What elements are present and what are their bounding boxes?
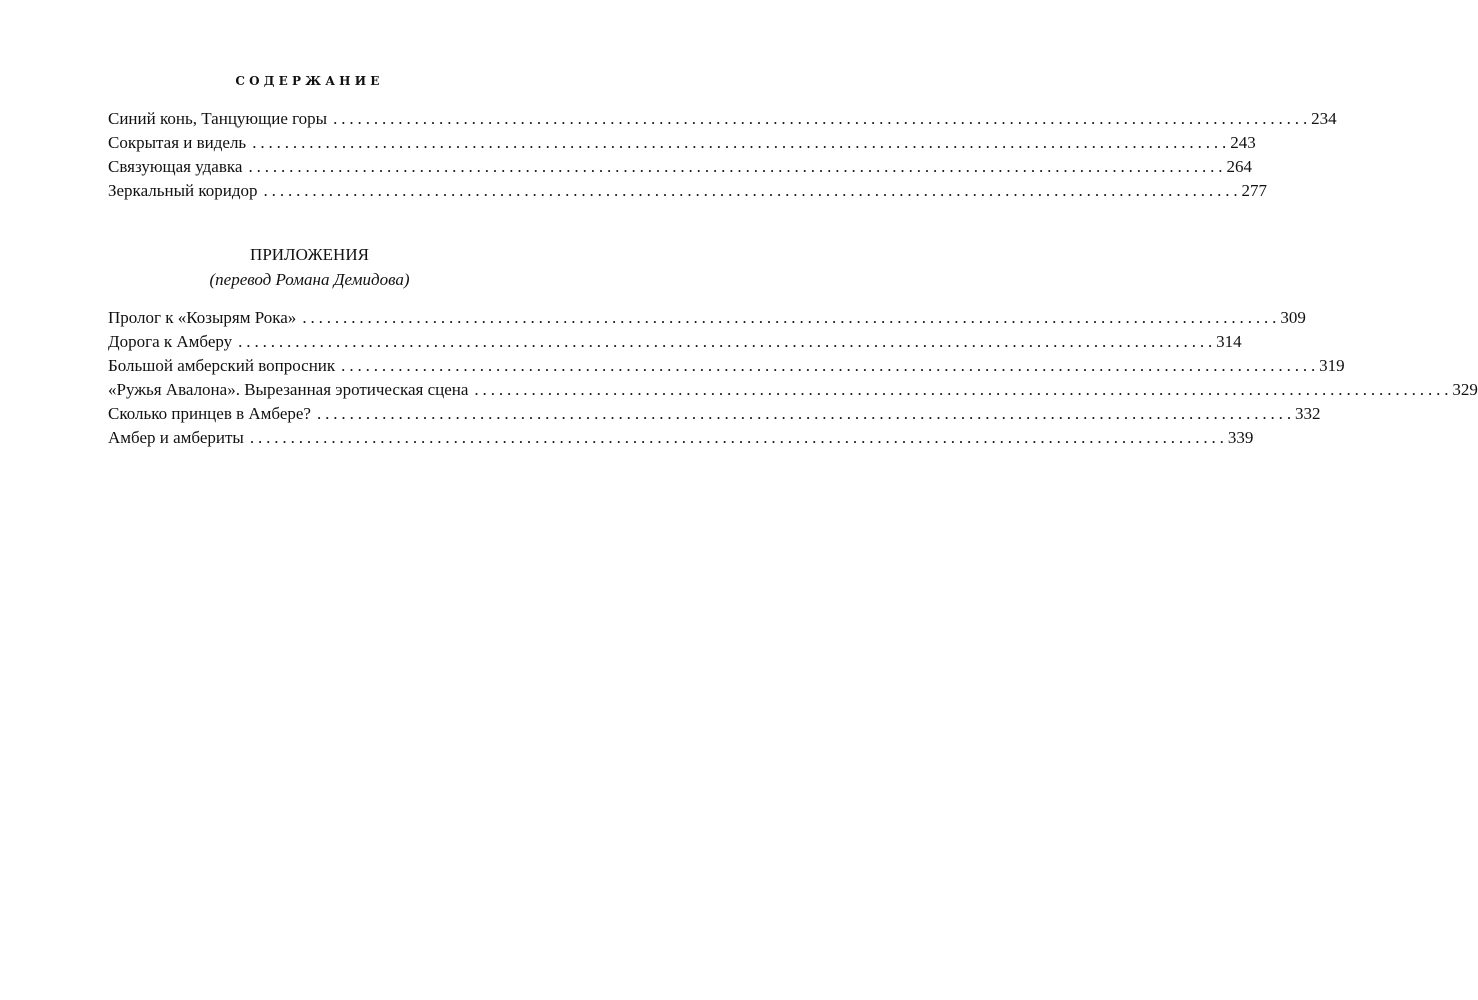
toc-entry-title: Амбер и амбериты	[108, 428, 244, 447]
toc-entry-page: 314	[1216, 332, 1242, 351]
toc-entry	[108, 426, 1254, 450]
toc-entry-page: 264	[1226, 157, 1252, 176]
toc-entry-page: 332	[1294, 404, 1321, 423]
toc-leader-dots: ........................................................................................................................	[333, 109, 1312, 128]
toc-leader-dots: ........................................................................................................................	[263, 181, 1242, 200]
toc-entry-title: Пролог к «Козырям Рока»	[108, 308, 297, 327]
toc-entry-title: Сколько принцев в Амбере?	[108, 404, 311, 423]
toc-entry-title: Синий конь, Танцующие горы	[108, 109, 328, 128]
toc-entry-page: 339	[1227, 428, 1254, 447]
toc-leader-dots: ........................................................................................................................	[238, 332, 1217, 351]
toc-entry	[108, 131, 1256, 155]
toc-leader-dots: ........................................................................................................................	[316, 404, 1295, 423]
toc-entry-title: Зеркальный коридор	[108, 181, 258, 200]
toc-entry	[108, 330, 1242, 354]
toc-entry-page: 329	[1452, 380, 1478, 399]
toc-entry-page: 234	[1311, 109, 1337, 128]
toc-entry-page: 319	[1319, 356, 1345, 375]
toc-entry	[108, 179, 1268, 203]
toc-leader-dots: ........................................................................................................................	[252, 133, 1231, 152]
toc-entry	[108, 155, 1252, 179]
toc-entry	[108, 306, 1306, 330]
toc-entry-page: 277	[1241, 181, 1268, 200]
toc-entry-title: Связующая удавка	[108, 157, 243, 176]
toc-entry-title: Дорога к Амберу	[108, 332, 233, 351]
toc-leader-dots: ........................................................................................................................	[249, 428, 1228, 447]
appendix-list	[108, 306, 1478, 450]
contents-list	[108, 107, 1337, 203]
toc-entry-page: 243	[1230, 133, 1256, 152]
appendix-subtitle: (перевод Романа Демидова)	[209, 270, 410, 289]
toc-entry	[108, 107, 1337, 131]
toc-entry-page: 309	[1280, 308, 1306, 327]
contents-heading: СОДЕРЖАНИЕ	[235, 74, 384, 88]
toc-entry-title: Сокрытая и видель	[108, 133, 247, 152]
toc-leader-dots: ........................................................................................................................	[302, 308, 1281, 327]
toc-leader-dots: ........................................................................................................................	[248, 157, 1227, 176]
toc-entry	[108, 354, 1345, 378]
toc-leader-dots: ........................................................................................................................	[341, 356, 1320, 375]
toc-entry-title: Большой амберский вопросник	[108, 356, 336, 375]
appendix-title: ПРИЛОЖЕНИЯ	[250, 245, 369, 264]
toc-entry	[108, 378, 1478, 402]
toc-leader-dots: ........................................................................................................................	[474, 380, 1453, 399]
toc-entry	[108, 402, 1321, 426]
toc-entry-title: «Ружья Авалона». Вырезанная эротическая сцена	[108, 380, 469, 399]
